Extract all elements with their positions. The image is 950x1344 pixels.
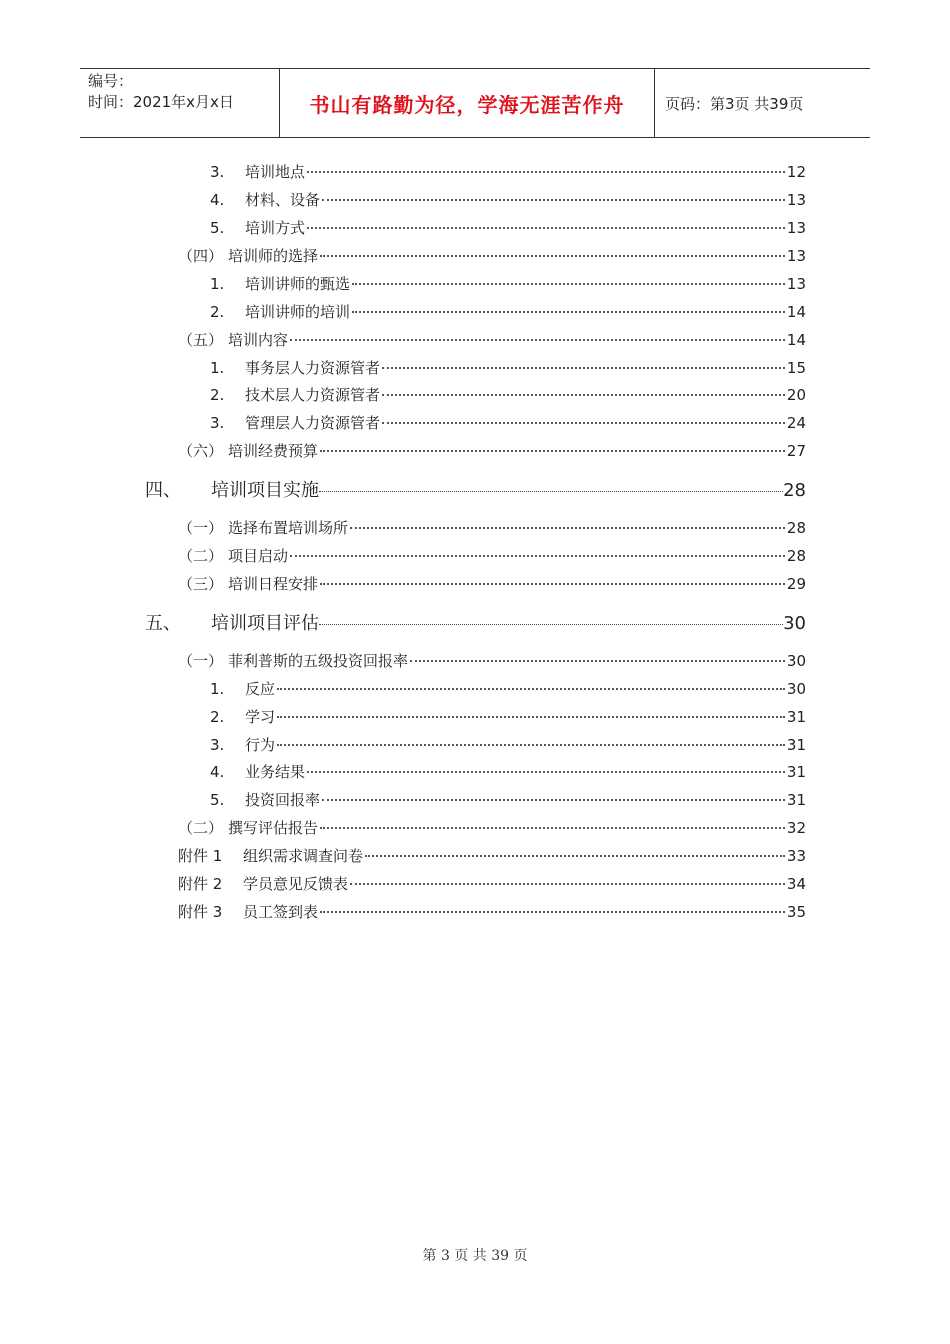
toc-leader-dots xyxy=(319,491,783,492)
toc-entry-title: 培训项目评估 xyxy=(211,613,319,634)
toc-entry-number: （四） xyxy=(178,247,224,265)
toc-entry-title: 事务层人力资源管者 xyxy=(245,359,381,377)
toc-entry-page: 31 xyxy=(786,763,806,781)
toc-entry-title: 管理层人力资源管者 xyxy=(245,414,381,432)
toc-entry-page: 20 xyxy=(786,386,806,404)
toc-entry-number: （五） xyxy=(178,331,224,349)
toc-entry-page: 28 xyxy=(786,519,806,537)
toc-leader-dots xyxy=(277,688,785,690)
toc-entry-title: 培训地点 xyxy=(245,163,306,181)
toc-entry-page: 30 xyxy=(786,652,806,670)
toc-leader-dots xyxy=(277,716,785,718)
toc-entry[interactable] xyxy=(210,218,806,238)
toc-entry-page: 27 xyxy=(786,442,806,460)
toc-entry[interactable] xyxy=(210,162,806,182)
toc-entry-title: 选择布置培训场所 xyxy=(228,519,349,537)
toc-entry-title: 培训方式 xyxy=(245,219,306,237)
toc-leader-dots xyxy=(320,827,785,829)
toc-entry[interactable] xyxy=(210,735,806,755)
toc-leader-dots xyxy=(290,555,785,557)
toc-entry-page: 28 xyxy=(783,480,806,501)
toc-entry[interactable] xyxy=(178,546,806,566)
toc-entry[interactable] xyxy=(210,413,806,433)
page-header xyxy=(80,68,870,138)
header-meta xyxy=(80,69,280,137)
toc-entry[interactable] xyxy=(178,818,806,838)
header-motto: 书山有路勤为径，学海无涯苦作舟 xyxy=(280,69,655,137)
toc-entry[interactable] xyxy=(145,612,806,636)
toc-entry-page: 14 xyxy=(786,303,806,321)
toc-leader-dots xyxy=(350,527,785,529)
toc-entry-page: 29 xyxy=(786,575,806,593)
toc-entry[interactable] xyxy=(178,246,806,266)
toc-entry-title: 组织需求调查问卷 xyxy=(243,847,364,865)
toc-leader-dots xyxy=(352,311,785,313)
toc-entry[interactable] xyxy=(210,707,806,727)
toc-entry-title: 业务结果 xyxy=(245,763,306,781)
toc-entry-page: 28 xyxy=(786,547,806,565)
toc-entry-number: 附件 1 xyxy=(178,847,223,865)
toc-leader-dots xyxy=(322,799,785,801)
toc-entry-title: 材料、设备 xyxy=(245,191,321,209)
toc-entry-page: 33 xyxy=(786,847,806,865)
header-page-info: 页码：第3页 共39页 xyxy=(665,94,804,113)
toc-entry-title: 行为 xyxy=(245,736,276,754)
toc-entry-number: 3. xyxy=(210,736,225,754)
toc-entry-number: 2. xyxy=(210,386,225,404)
toc-entry[interactable] xyxy=(210,358,806,378)
toc-entry[interactable] xyxy=(178,846,806,866)
toc-entry-page: 34 xyxy=(786,875,806,893)
toc-entry[interactable] xyxy=(178,574,806,594)
toc-entry[interactable] xyxy=(178,902,806,922)
toc-entry-page: 13 xyxy=(786,275,806,293)
toc-entry[interactable] xyxy=(210,790,806,810)
toc-entry[interactable] xyxy=(210,274,806,294)
toc-entry-page: 14 xyxy=(786,331,806,349)
toc-entry-title: 培训经费预算 xyxy=(228,442,319,460)
toc-entry[interactable] xyxy=(210,190,806,210)
toc-entry[interactable] xyxy=(178,518,806,538)
toc-entry-number: 附件 3 xyxy=(178,903,223,921)
toc-entry-title: 投资回报率 xyxy=(245,791,321,809)
toc-entry-number: （三） xyxy=(178,575,224,593)
toc-entry-page: 24 xyxy=(786,414,806,432)
toc-entry-title: 培训项目实施 xyxy=(211,480,319,501)
toc-leader-dots xyxy=(277,744,785,746)
toc-leader-dots xyxy=(290,339,785,341)
page-footer: 第 3 页 共 39 页 xyxy=(422,1248,528,1264)
toc-entry-title: 学习 xyxy=(245,708,276,726)
toc-entry-number: 四、 xyxy=(145,480,181,501)
toc-entry-number: 1. xyxy=(210,359,225,377)
toc-entry-number: 4. xyxy=(210,191,225,209)
toc-entry-title: 项目启动 xyxy=(228,547,289,565)
toc-entry-number: 五、 xyxy=(145,613,181,634)
toc-entry-title: 培训讲师的甄选 xyxy=(245,275,351,293)
document-time: 时间：2021年x月x日 xyxy=(88,93,234,111)
toc-entry-number: （二） xyxy=(178,819,224,837)
toc-entry-number: （一） xyxy=(178,519,224,537)
toc-entry-title: 员工签到表 xyxy=(243,903,319,921)
toc-leader-dots xyxy=(382,422,785,424)
toc-entry-page: 30 xyxy=(786,680,806,698)
toc-entry-number: 5. xyxy=(210,219,225,237)
toc-leader-dots xyxy=(350,883,785,885)
toc-leader-dots xyxy=(410,660,785,662)
toc-entry[interactable] xyxy=(210,385,806,405)
toc-entry[interactable] xyxy=(178,874,806,894)
toc-leader-dots xyxy=(307,771,785,773)
toc-entry-page: 31 xyxy=(786,736,806,754)
toc-entry-title: 菲利普斯的五级投资回报率 xyxy=(228,652,409,670)
toc-leader-dots xyxy=(322,199,785,201)
toc-entry-title: 培训师的选择 xyxy=(228,247,319,265)
toc-leader-dots xyxy=(352,283,785,285)
toc-leader-dots xyxy=(320,255,785,257)
toc-entry-page: 30 xyxy=(783,613,806,634)
toc-entry-page: 31 xyxy=(786,708,806,726)
toc-entry-title: 培训内容 xyxy=(228,331,289,349)
toc-entry-number: 5. xyxy=(210,791,225,809)
toc-entry-number: 2. xyxy=(210,303,225,321)
toc-entry-page: 35 xyxy=(786,903,806,921)
toc-entry-title: 反应 xyxy=(245,680,276,698)
document-number: 编号： xyxy=(88,72,134,90)
toc-entry-title: 培训日程安排 xyxy=(228,575,319,593)
toc-entry-title: 撰写评估报告 xyxy=(228,819,319,837)
toc-entry[interactable] xyxy=(178,651,806,671)
toc-entry-number: 1. xyxy=(210,680,225,698)
toc-entry-number: 4. xyxy=(210,763,225,781)
toc-leader-dots xyxy=(320,583,785,585)
toc-leader-dots xyxy=(382,367,785,369)
toc-entry-number: （二） xyxy=(178,547,224,565)
toc-entry-title: 学员意见反馈表 xyxy=(243,875,349,893)
toc-leader-dots xyxy=(319,624,783,625)
toc-leader-dots xyxy=(365,855,785,857)
toc-entry[interactable] xyxy=(210,302,806,322)
toc-entry-page: 32 xyxy=(786,819,806,837)
toc-entry-page: 12 xyxy=(786,163,806,181)
toc-entry-number: （六） xyxy=(178,442,224,460)
toc-entry[interactable] xyxy=(178,330,806,350)
toc-entry-number: 3. xyxy=(210,163,225,181)
toc-entry-page: 15 xyxy=(786,359,806,377)
toc-entry-page: 31 xyxy=(786,791,806,809)
toc-entry-page: 13 xyxy=(786,191,806,209)
toc-leader-dots xyxy=(320,450,785,452)
toc-entry-number: 3. xyxy=(210,414,225,432)
toc-entry-title: 培训讲师的培训 xyxy=(245,303,351,321)
toc-entry[interactable] xyxy=(178,441,806,461)
toc-entry-page: 13 xyxy=(786,219,806,237)
toc-entry-number: （一） xyxy=(178,652,224,670)
toc-entry[interactable] xyxy=(145,479,806,503)
toc-leader-dots xyxy=(320,911,785,913)
toc-entry[interactable] xyxy=(210,762,806,782)
toc-leader-dots xyxy=(307,171,785,173)
toc-entry-number: 附件 2 xyxy=(178,875,223,893)
toc-entry[interactable] xyxy=(210,679,806,699)
toc-entry-page: 13 xyxy=(786,247,806,265)
toc-entry-title: 技术层人力资源管者 xyxy=(245,386,381,404)
toc-leader-dots xyxy=(307,227,785,229)
toc-entry-number: 1. xyxy=(210,275,225,293)
toc-leader-dots xyxy=(382,394,785,396)
toc-entry-number: 2. xyxy=(210,708,225,726)
